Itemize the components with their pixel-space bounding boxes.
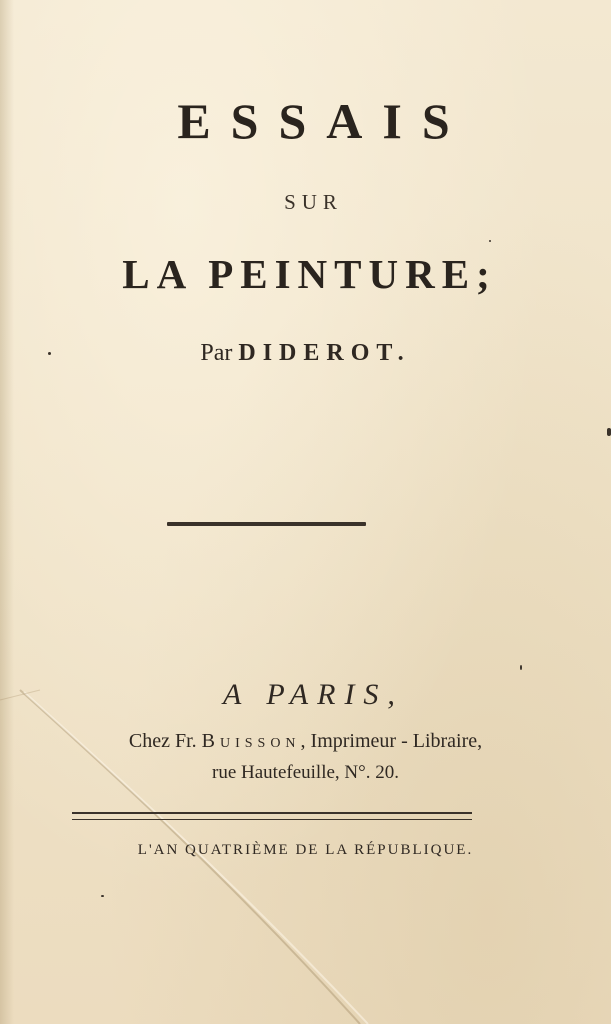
publisher-line — [0, 730, 611, 753]
ink-speck — [48, 352, 51, 355]
publisher-address: rue Hautefeuille, N°. 20. — [212, 762, 399, 783]
binding-edge-shadow — [0, 0, 14, 1024]
publisher-role: , Imprimeur - Libraire, — [300, 730, 483, 752]
author-line — [0, 340, 611, 367]
ink-speck — [607, 428, 611, 436]
publication-date: L'AN QUATRIÈME DE LA RÉPUBLIQUE. — [137, 842, 474, 858]
imprint-city: A PARIS, — [223, 678, 404, 711]
publisher-name: Buisson — [201, 730, 301, 752]
double-rule-bottom — [72, 819, 472, 820]
publisher-prefix: Chez Fr. — [128, 730, 197, 752]
book-title: ESSAIS — [177, 93, 470, 149]
ink-speck — [101, 895, 104, 897]
title-connector: SUR — [284, 190, 343, 214]
author-name: DIDEROT. — [238, 340, 411, 366]
ornamental-rule — [167, 522, 366, 526]
double-rule-top — [72, 812, 472, 814]
ink-speck — [489, 240, 491, 242]
ink-speck — [520, 665, 522, 670]
author-prefix: Par — [200, 340, 233, 366]
book-subject: LA PEINTURE; — [122, 251, 497, 297]
